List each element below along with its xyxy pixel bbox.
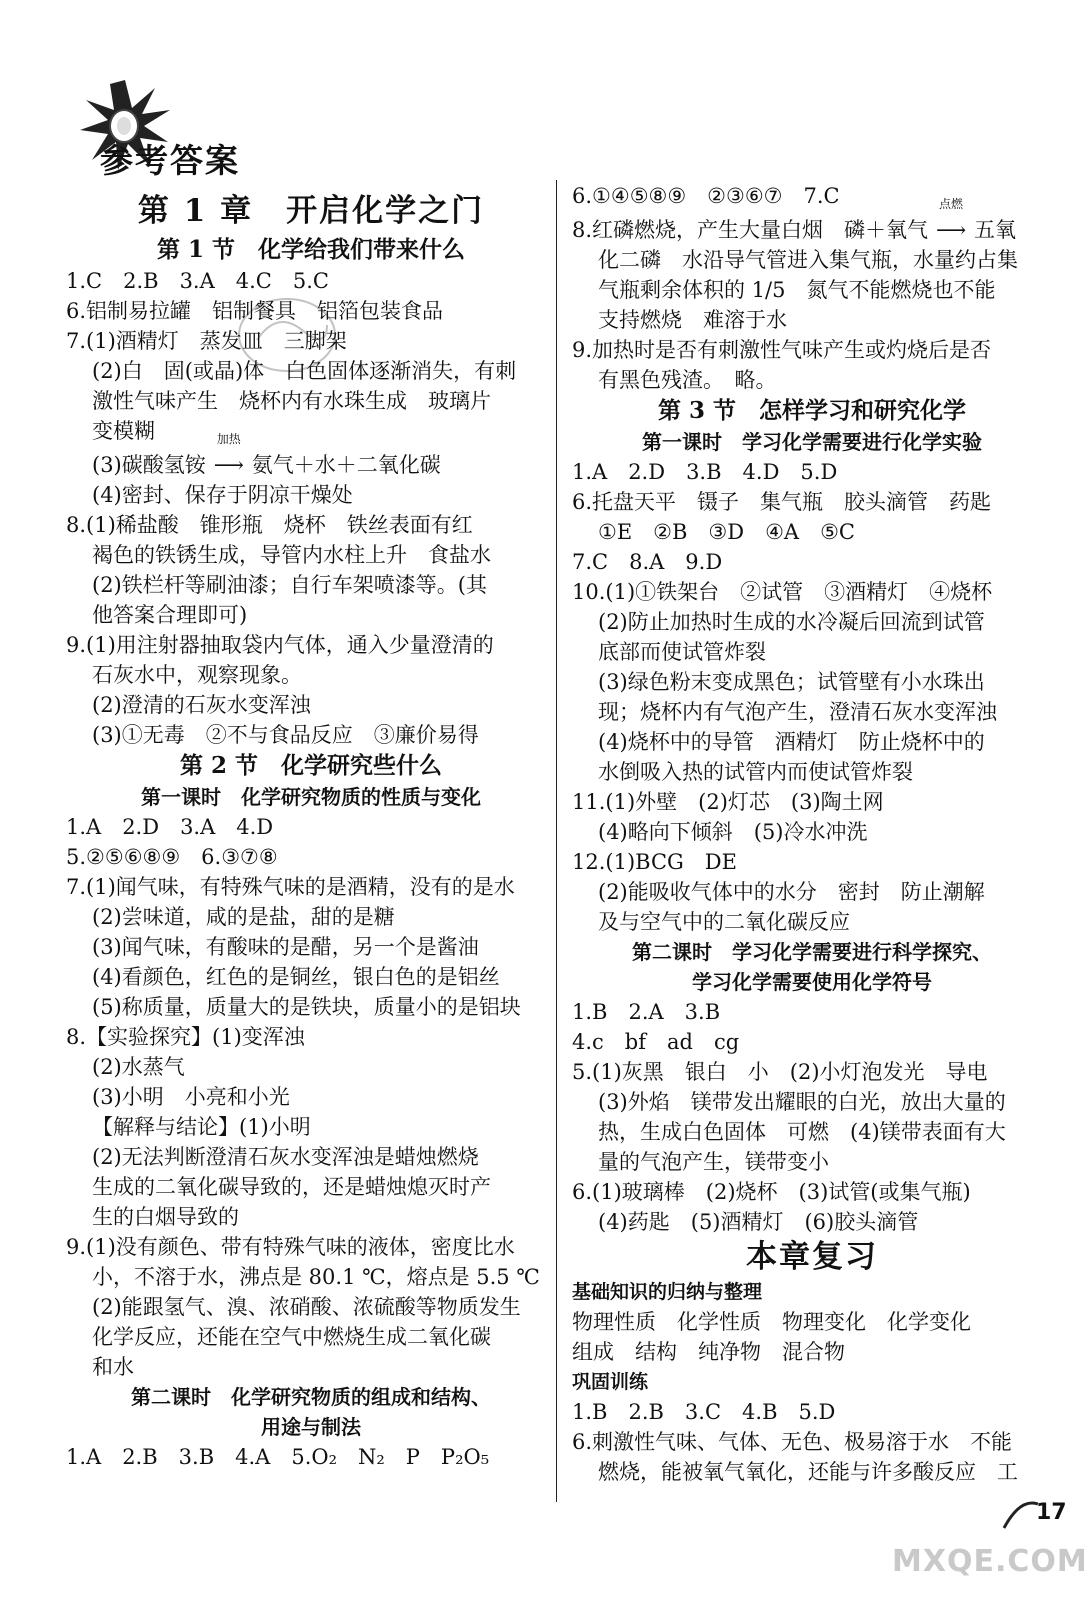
answer-line: (2)澄清的石灰水变浑浊: [92, 693, 311, 717]
answer-line: 物理性质 化学性质 物理变化 化学变化: [572, 1310, 971, 1334]
answer-line: (2)能吸收气体中的水分 密封 防止潮解: [598, 880, 985, 904]
answer-line: 8.(1)稀盐酸 锥形瓶 烧杯 铁丝表面有红: [66, 513, 473, 537]
reaction-arrow: [206, 432, 252, 484]
answer-line: 6.①④⑤⑧⑨ ②③⑥⑦ 7.C: [572, 184, 840, 208]
answer-line: (4)密封、保存于阴凉干燥处: [92, 483, 353, 507]
reaction-condition: 加热: [216, 432, 241, 446]
answer-line: (2)尝味道，咸的是盐，甜的是糖: [92, 905, 395, 929]
answer-line: 4.c bf ad cg: [572, 1030, 740, 1054]
answer-line: (3)外焰 镁带发出耀眼的白光，放出大量的: [598, 1090, 1006, 1114]
page-title: 参考答案: [100, 141, 240, 180]
answer-line: (2)无法判断澄清石灰水变浑浊是蜡烛燃烧: [92, 1145, 479, 1169]
answer-line: (2)白 固(或晶)体 白色固体逐渐消失，有刺: [92, 359, 517, 383]
answer-line: 热，生成白色固体 可燃 (4)镁带表面有大: [598, 1120, 1006, 1144]
answer-line: 9.加热时是否有刺激性气味产生或灼烧后是否: [572, 338, 992, 362]
review-title: 本章复习: [746, 1239, 878, 1275]
answer-line: 化学反应，还能在空气中燃烧生成二氧化碳: [92, 1325, 491, 1349]
answer-line: 1.A 2.D 3.A 4.D: [66, 815, 274, 839]
products: 五氧: [974, 218, 1017, 242]
lesson-title: 用途与制法: [261, 1415, 361, 1439]
section-1-title: 第 1 节 化学给我们带来什么: [156, 236, 466, 263]
lesson-title: 学习化学需要使用化学符号: [692, 970, 932, 994]
answer-line: (4)略向下倾斜 (5)冷水冲洗: [598, 820, 868, 844]
answer-line: 6.铝制易拉罐 铝制餐具 铝箔包装食品: [66, 299, 444, 323]
answer-line: 激性气味产生 烧杯内有水珠生成 玻璃片: [92, 389, 491, 413]
products: 氨气＋水＋二氧化碳: [251, 453, 441, 477]
answer-line: 变模糊: [92, 419, 155, 443]
review-subheading: 基础知识的归纳与整理: [572, 1281, 763, 1303]
answer-line: 9.(1)没有颜色、带有特殊气味的液体，密度比水: [66, 1235, 515, 1259]
lesson-title: 第一课时 学习化学需要进行化学实验: [642, 430, 982, 454]
watermark: MXQE.COM: [892, 1544, 1088, 1579]
answer-line: (2)水蒸气: [92, 1055, 185, 1079]
reactant: (3)碳酸氢铵: [92, 453, 206, 477]
answer-line: 现；烧杯内有气泡产生，澄清石灰水变浑浊: [598, 700, 997, 724]
review-subheading: 巩固训练: [572, 1371, 649, 1393]
answer-line: 10.(1)①铁架台 ②试管 ③酒精灯 ④烧杯: [572, 580, 993, 604]
reaction-condition: 点燃: [939, 197, 964, 211]
answer-line: (3)小明 小亮和小光: [92, 1085, 290, 1109]
answer-line: 燃烧，能被氧气氧化，还能与许多酸反应 工: [598, 1460, 1018, 1484]
answer-line: 底部而使试管炸裂: [598, 640, 766, 664]
answer-line: 生成的二氧化碳导致的，还是蜡烛熄灭时产: [92, 1175, 491, 1199]
answer-line: 5.(1)灰黑 银白 小 (2)小灯泡发光 导电: [572, 1060, 988, 1084]
chapter-title: 第 1 章 开启化学之门: [137, 193, 485, 229]
answer-line: 1.A 2.D 3.B 4.D 5.D: [572, 460, 838, 484]
answer-line: 1.B 2.A 3.B: [572, 1000, 721, 1024]
answer-line: 1.C 2.B 3.A 4.C 5.C: [66, 269, 329, 293]
answer-header: [80, 80, 300, 190]
section-2-title: 第 2 节 化学研究些什么: [179, 752, 443, 779]
answer-line: 1.A 2.B 3.B 4.A 5.O₂ N₂ P P₂O₅: [66, 1445, 490, 1469]
arrow-icon: ⟶: [213, 453, 244, 477]
lesson-title: 第二课时 化学研究物质的组成和结构、: [131, 1385, 491, 1409]
answer-line: 7.(1)酒精灯 蒸发皿 三脚架: [66, 329, 347, 353]
answer-line: 有黑色残渣。 略。: [598, 368, 777, 392]
answer-line: 12.(1)BCG DE: [572, 850, 737, 874]
answer-line: 6.刺激性气味、气体、无色、极易溶于水 不能: [572, 1430, 1013, 1454]
reaction-arrow: [928, 197, 974, 249]
answer-line: 气瓶剩余体积的 1/5 氮气不能燃烧也不能: [598, 278, 996, 302]
answer-line: 【解释与结论】(1)小明: [92, 1115, 311, 1139]
answer-line: 和水: [92, 1355, 134, 1379]
answer-line: 1.B 2.B 3.C 4.B 5.D: [572, 1400, 836, 1424]
answer-line: 支持燃烧 难溶于水: [598, 308, 787, 332]
page-corner-icon: [1000, 1494, 1040, 1534]
answer-line: 8.【实验探究】(1)变浑浊: [66, 1025, 305, 1049]
answer-line: (2)防止加热时生成的水冷凝后回流到试管: [598, 610, 985, 634]
answer-line: (3)绿色粉末变成黑色；试管壁有小水珠出: [598, 670, 985, 694]
answer-line: 9.(1)用注射器抽取袋内气体，通入少量澄清的: [66, 633, 494, 657]
reactant: 8.红磷燃烧，产生大量白烟 磷＋氧气: [572, 218, 929, 242]
answer-line: (3)闻气味，有酸味的是醋，另一个是酱油: [92, 935, 479, 959]
column-divider: [556, 180, 557, 1502]
left-column: [66, 188, 556, 1472]
answer-line: 化二磷 水沿导气管进入集气瓶，水量约占集: [598, 248, 1018, 272]
answer-line: 7.C 8.A 9.D: [572, 550, 723, 574]
answer-line: (4)看颜色，红色的是铜丝，银白色的是铝丝: [92, 965, 500, 989]
answer-line: 褐色的铁锈生成，导管内水柱上升 食盐水: [92, 543, 491, 567]
right-column: [572, 181, 1052, 1487]
lesson-title: 第一课时 化学研究物质的性质与变化: [141, 785, 481, 809]
answer-line: 7.(1)闻气味，有特殊气味的是酒精，没有的是水: [66, 875, 515, 899]
answer-line: ①E ②B ③D ④A ⑤C: [598, 520, 855, 544]
answer-line: 组成 结构 纯净物 混合物: [572, 1340, 845, 1364]
answer-line: 6.(1)玻璃棒 (2)烧杯 (3)试管(或集气瓶): [572, 1180, 971, 1204]
answer-line: 6.托盘天平 镊子 集气瓶 胶头滴管 药匙: [572, 490, 992, 514]
page-number: 17: [1036, 1500, 1067, 1525]
answer-line: 水倒吸入热的试管内而使试管炸裂: [598, 760, 913, 784]
answer-line: 11.(1)外壁 (2)灯芯 (3)陶土网: [572, 790, 884, 814]
answer-line: (3)①无毒 ②不与食品反应 ③廉价易得: [92, 723, 479, 747]
reaction-equation: [66, 432, 556, 480]
answer-line: (4)烧杯中的导管 酒精灯 防止烧杯中的: [598, 730, 985, 754]
answer-line: (5)称质量，质量大的是铁块，质量小的是铝块: [92, 995, 521, 1019]
arrow-icon: ⟶: [935, 218, 967, 242]
answer-line: 石灰水中，观察现象。: [92, 663, 302, 687]
answer-line: 他答案合理即可): [92, 603, 248, 627]
answer-line: 及与空气中的二氧化碳反应: [598, 910, 850, 934]
lesson-title: 第二课时 学习化学需要进行科学探究、: [632, 940, 992, 964]
answer-line: (2)铁栏杆等刷油漆；自行车架喷漆等。(其: [92, 573, 487, 597]
answer-line: (4)药匙 (5)酒精灯 (6)胶头滴管: [598, 1210, 919, 1234]
answer-line: 生的白烟导致的: [92, 1205, 239, 1229]
section-3-title: 第 3 节 怎样学习和研究化学: [657, 397, 967, 424]
answer-line: 小，不溶于水，沸点是 80.1 ℃，熔点是 5.5 ℃: [92, 1265, 540, 1289]
answer-line: (2)能跟氢气、溴、浓硝酸、浓硫酸等物质发生: [92, 1295, 521, 1319]
answer-line: 量的气泡产生，镁带变小: [598, 1150, 829, 1174]
answer-line: 5.②⑤⑥⑧⑨ 6.③⑦⑧: [66, 845, 278, 869]
reaction-equation: [572, 197, 1052, 245]
